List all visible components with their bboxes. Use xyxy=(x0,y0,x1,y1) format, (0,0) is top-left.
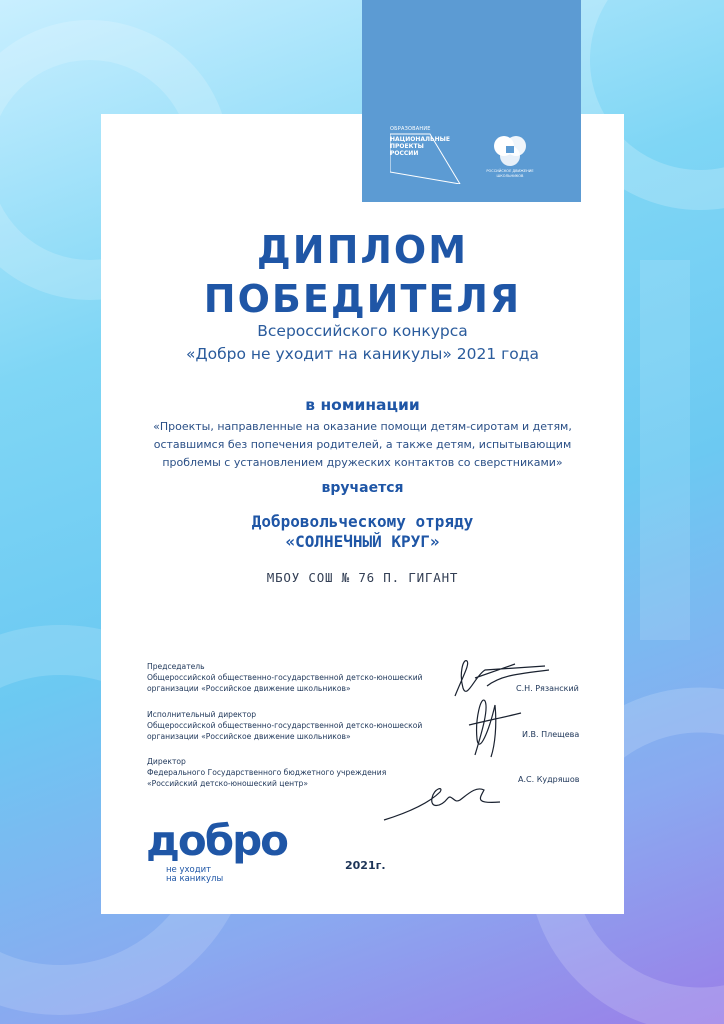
signatory-2-name: И.В. Плещева xyxy=(522,730,580,739)
natsproekty-main-text xyxy=(390,136,450,157)
signatory-line: «Российский детско-юношеский центр» xyxy=(147,779,308,788)
school-name: МБОУ СОШ № 76 П. ГИГАНТ xyxy=(266,570,459,585)
nomination-line: «Проекты, направленные на оказание помощи детям-сиротам и детям, xyxy=(153,420,572,433)
dobro-logo-subtitle xyxy=(166,866,223,884)
recipient-line2: «СОЛНЕЧНЫЙ КРУГ» xyxy=(285,532,440,551)
recipient-line1: Добровольческому отряду xyxy=(251,512,474,531)
signatory-line: Директор xyxy=(147,757,186,766)
diploma-title-line2: ПОБЕДИТЕЛЯ xyxy=(203,277,522,321)
signatory-line: Исполнительный директор xyxy=(147,710,257,719)
signature-2 xyxy=(455,695,525,761)
diploma-year: 2021г. xyxy=(345,859,386,872)
signature-3 xyxy=(380,778,505,824)
dobro-logo-word: добро xyxy=(146,816,288,865)
signatory-1-name: С.Н. Рязанский xyxy=(516,684,579,693)
signatory-line: Председатель xyxy=(147,662,205,671)
rdsh-logo xyxy=(480,130,540,186)
rdsh-text: РОССИЙСКОЕ ДВИЖЕНИЕ ШКОЛЬНИКОВ xyxy=(486,169,534,178)
dobro-logo xyxy=(146,816,288,888)
nomination-line: проблемы с установлением дружеских контактов со сверстниками» xyxy=(162,456,563,469)
natsproekty-line: НАЦИОНАЛЬНЫЕ xyxy=(390,136,450,143)
awarded-label: вручается xyxy=(321,480,404,496)
contest-line2: «Добро не уходит на каникулы» 2021 года xyxy=(186,345,539,363)
natsproekty-line: РОССИИ xyxy=(390,150,419,157)
signatory-line: Общероссийской общественно-государственной детско-юношеской xyxy=(147,721,423,730)
contest-line1: Всероссийского конкурса xyxy=(257,322,468,340)
diploma-title-line1: ДИПЛОМ xyxy=(256,228,469,272)
nomination-heading: в номинации xyxy=(305,396,420,414)
signatory-line: организации «Российское движение школьников» xyxy=(147,732,351,741)
signatory-line: Федерального Государственного бюджетного учреждения xyxy=(147,768,387,777)
signatory-2-title xyxy=(147,709,447,742)
natsproekty-logo xyxy=(390,126,462,184)
nomination-text xyxy=(130,418,595,472)
natsproekty-line: ПРОЕКТЫ xyxy=(390,143,424,150)
signatory-line: организации «Российское движение школьников» xyxy=(147,684,351,693)
signatory-3-name: А.С. Кудряшов xyxy=(518,775,580,784)
natsproekty-top-text: ОБРАЗОВАНИЕ xyxy=(390,126,431,132)
signatory-1-title xyxy=(147,661,447,694)
signatory-line: Общероссийской общественно-государственной детско-юношеский xyxy=(147,673,423,682)
dobro-sub-line: не уходит xyxy=(166,865,212,875)
rdsh-emblem-icon xyxy=(480,130,540,168)
dobro-sub-line: на каникулы xyxy=(166,874,224,884)
nomination-line: оставшимся без попечения родителей, а также детям, испытывающим xyxy=(153,438,572,451)
